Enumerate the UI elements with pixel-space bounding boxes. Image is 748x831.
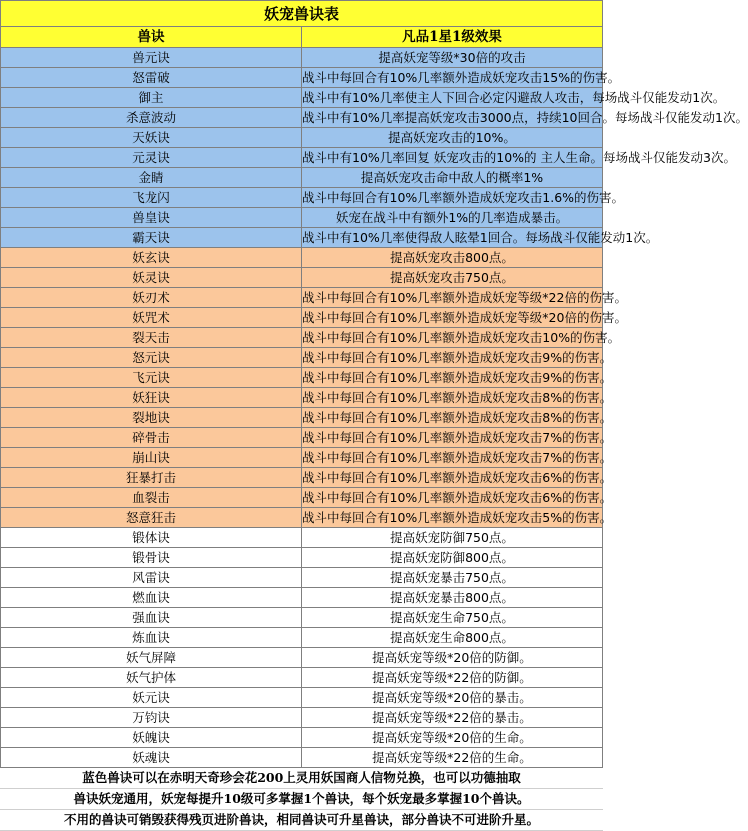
column-header-skill: 兽诀 xyxy=(1,27,302,48)
table-row xyxy=(1,208,603,228)
skill-effect: 战斗中每回合有10%几率额外造成妖宠等级*20倍的伤害。 xyxy=(302,308,603,328)
skill-name: 妖气屏障 xyxy=(1,648,302,668)
table-title-row xyxy=(1,1,603,27)
skill-effect: 提高妖宠攻击的10%。 xyxy=(302,128,603,148)
table-row xyxy=(1,628,603,648)
skill-effect: 妖宠在战斗中有额外1%的几率造成暴击。 xyxy=(302,208,603,228)
skill-name: 妖玄诀 xyxy=(1,248,302,268)
skill-effect: 战斗中每回合有10%几率额外造成妖宠攻击9%的伤害。 xyxy=(302,368,603,388)
skill-name: 霸天诀 xyxy=(1,228,302,248)
skill-effect: 战斗中有10%几率使得敌人眩晕1回合。每场战斗仅能发动1次。 xyxy=(302,228,603,248)
skill-effect: 战斗中有10%几率提高妖宠攻击3000点，持续10回合。每场战斗仅能发动1次。 xyxy=(302,108,603,128)
table-row xyxy=(1,648,603,668)
skill-name: 飞龙闪 xyxy=(1,188,302,208)
table-row xyxy=(1,108,603,128)
skill-effect: 提高妖宠等级*22倍的暴击。 xyxy=(302,708,603,728)
skill-effect: 战斗中每回合有10%几率额外造成妖宠攻击1.6%的伤害。 xyxy=(302,188,603,208)
skill-effect: 战斗中每回合有10%几率额外造成妖宠攻击6%的伤害。 xyxy=(302,468,603,488)
skill-name: 裂地诀 xyxy=(1,408,302,428)
skill-effect: 战斗中每回合有10%几率额外造成妖宠攻击10%的伤害。 xyxy=(302,328,603,348)
skill-name: 风雷诀 xyxy=(1,568,302,588)
skill-effect: 战斗中有10%几率使主人下回合必定闪避敌人攻击，每场战斗仅能发动1次。 xyxy=(302,88,603,108)
table-row xyxy=(1,588,603,608)
skill-name: 飞元诀 xyxy=(1,368,302,388)
table-row xyxy=(1,508,603,528)
skill-name: 妖气护体 xyxy=(1,668,302,688)
skill-name: 金睛 xyxy=(1,168,302,188)
table-row xyxy=(1,388,603,408)
skill-effect: 提高妖宠暴击750点。 xyxy=(302,568,603,588)
skill-effect: 提高妖宠等级*20倍的暴击。 xyxy=(302,688,603,708)
skill-effect: 提高妖宠防御800点。 xyxy=(302,548,603,568)
skill-name: 强血诀 xyxy=(1,608,302,628)
table-row xyxy=(1,688,603,708)
table-row xyxy=(1,408,603,428)
table-row xyxy=(1,128,603,148)
table-row xyxy=(1,288,603,308)
skill-name: 妖刃术 xyxy=(1,288,302,308)
skill-effect: 战斗中有10%几率回复 妖宠攻击的10%的 主人生命。每场战斗仅能发动3次。 xyxy=(302,148,603,168)
table-row xyxy=(1,188,603,208)
skill-name: 裂天击 xyxy=(1,328,302,348)
table-row xyxy=(1,668,603,688)
skill-name: 兽元诀 xyxy=(1,48,302,68)
skill-effect: 提高妖宠等级*30倍的攻击 xyxy=(302,48,603,68)
skill-name: 狂暴打击 xyxy=(1,468,302,488)
skill-name: 妖魂诀 xyxy=(1,748,302,768)
table-row xyxy=(1,328,603,348)
table-row xyxy=(1,528,603,548)
skill-name: 怒意狂击 xyxy=(1,508,302,528)
table-row xyxy=(1,468,603,488)
table-row xyxy=(1,48,603,68)
skill-name: 锻体诀 xyxy=(1,528,302,548)
skill-name: 杀意波动 xyxy=(1,108,302,128)
skill-effect: 提高妖宠等级*22倍的防御。 xyxy=(302,668,603,688)
skill-name: 怒雷破 xyxy=(1,68,302,88)
table-title: 妖宠兽诀表 xyxy=(1,1,603,27)
table-row xyxy=(1,228,603,248)
skill-effect: 战斗中每回合有10%几率额外造成妖宠攻击6%的伤害。 xyxy=(302,488,603,508)
skill-name: 妖咒术 xyxy=(1,308,302,328)
skill-effect: 提高妖宠等级*20倍的防御。 xyxy=(302,648,603,668)
skill-name: 兽皇诀 xyxy=(1,208,302,228)
skill-effect: 战斗中每回合有10%几率额外造成妖宠攻击7%的伤害。 xyxy=(302,428,603,448)
skill-effect: 提高妖宠暴击800点。 xyxy=(302,588,603,608)
table-row xyxy=(1,448,603,468)
table-row xyxy=(1,248,603,268)
skill-name: 万钧诀 xyxy=(1,708,302,728)
skill-name: 元灵诀 xyxy=(1,148,302,168)
table-row xyxy=(1,748,603,768)
skill-effect: 战斗中每回合有10%几率额外造成妖宠攻击5%的伤害。 xyxy=(302,508,603,528)
skill-name: 血裂击 xyxy=(1,488,302,508)
skill-effect: 战斗中每回合有10%几率额外造成妖宠攻击9%的伤害。 xyxy=(302,348,603,368)
skill-effect: 战斗中每回合有10%几率额外造成妖宠等级*22倍的伤害。 xyxy=(302,288,603,308)
table-header-row xyxy=(1,27,603,48)
table-row xyxy=(1,268,603,288)
table-row xyxy=(1,348,603,368)
notes-section xyxy=(0,768,603,831)
skill-name: 天妖诀 xyxy=(1,128,302,148)
skill-name: 怒元诀 xyxy=(1,348,302,368)
skill-name: 碎骨击 xyxy=(1,428,302,448)
table-row xyxy=(1,608,603,628)
skill-name: 炼血诀 xyxy=(1,628,302,648)
table-row xyxy=(1,708,603,728)
table-row xyxy=(1,68,603,88)
table-row xyxy=(1,368,603,388)
skill-effect: 提高妖宠攻击命中敌人的概率1% xyxy=(302,168,603,188)
note-line: 兽诀妖宠通用，妖宠每提升10级可多掌握1个兽诀，每个妖宠最多掌握10个兽诀。 xyxy=(0,789,603,810)
table-row xyxy=(1,548,603,568)
skill-effect: 提高妖宠防御750点。 xyxy=(302,528,603,548)
skill-effect: 战斗中每回合有10%几率额外造成妖宠攻击7%的伤害。 xyxy=(302,448,603,468)
note-line: 蓝色兽诀可以在赤明天奇珍会花200上灵用妖国商人信物兑换，也可以功德抽取 xyxy=(0,768,603,789)
skill-effect: 提高妖宠攻击800点。 xyxy=(302,248,603,268)
skill-effect: 提高妖宠等级*22倍的生命。 xyxy=(302,748,603,768)
skill-name: 锻骨诀 xyxy=(1,548,302,568)
table-row xyxy=(1,168,603,188)
skill-effect: 战斗中每回合有10%几率额外造成妖宠攻击8%的伤害。 xyxy=(302,388,603,408)
skill-effect: 提高妖宠生命750点。 xyxy=(302,608,603,628)
table-row xyxy=(1,728,603,748)
table-row xyxy=(1,88,603,108)
skill-effect: 提高妖宠等级*20倍的生命。 xyxy=(302,728,603,748)
skill-table-body xyxy=(1,1,748,768)
skill-name: 妖魄诀 xyxy=(1,728,302,748)
skill-name: 妖狂诀 xyxy=(1,388,302,408)
skill-name: 妖灵诀 xyxy=(1,268,302,288)
skill-effect: 战斗中每回合有10%几率额外造成妖宠攻击8%的伤害。 xyxy=(302,408,603,428)
table-row xyxy=(1,568,603,588)
table-row xyxy=(1,308,603,328)
table-row xyxy=(1,428,603,448)
skill-name: 崩山诀 xyxy=(1,448,302,468)
note-line: 不用的兽诀可销毁获得残页进阶兽诀，相同兽诀可升星兽诀，部分兽诀不可进阶升星。 xyxy=(0,810,603,831)
skill-name: 御主 xyxy=(1,88,302,108)
table-row xyxy=(1,148,603,168)
skill-effect: 提高妖宠攻击750点。 xyxy=(302,268,603,288)
skill-effect: 战斗中每回合有10%几率额外造成妖宠攻击15%的伤害。 xyxy=(302,68,603,88)
column-header-effect: 凡品1星1级效果 xyxy=(302,27,603,48)
skill-effect: 提高妖宠生命800点。 xyxy=(302,628,603,648)
table-row xyxy=(1,488,603,508)
skill-name: 燃血诀 xyxy=(1,588,302,608)
skill-name: 妖元诀 xyxy=(1,688,302,708)
